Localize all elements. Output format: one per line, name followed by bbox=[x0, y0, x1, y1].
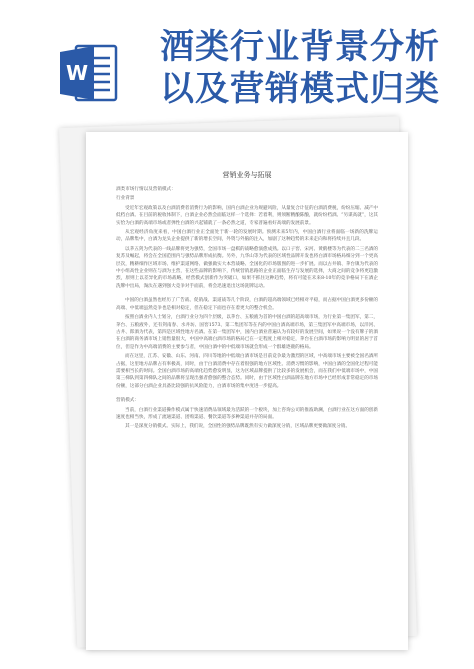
paragraph: 行业背景 bbox=[116, 196, 135, 202]
word-document-icon bbox=[58, 42, 120, 104]
paragraph: 以茅五剑为代表的一线品牌将更为强势，全国市场一盘棋的战略愈演愈成熟。以口子窖、宋河、黄鹤楼等为代表的二三名酒的复苏及崛起，将会在全国范围内与强势品牌形成抗衡。另外，九华山等为代表的区域性品牌开发也将白酒市场格局细分到一个更高层次，精耕细作区域市场、维护渠道网络、做强做实大本营战略、全国化的市场版图的进一步扩展。而以古井镇、茅台镇为代表的中小组高性企业则在与酒为主营，在这些品牌的影响下，传统营销思路的企业正面临生存与发展的选择，大商之间的竞争将更趋激烈，原则上以差异化的市场战略，经营模式创新作为突破口，如果不抓住这种趋势，将有可能在未来8-10年的竞争格局下在酒企洗牌中出局，淘汰在遇到强大竞争对手面前，将会迅速退出这场洗牌运动。 bbox=[116, 246, 378, 289]
document-title: 营销业务与拓展 bbox=[222, 171, 272, 179]
paragraph: 受近年宏观政策以及白酒消费者消费行为的影响，国内白酒企业为规避风险，从量复合计征的白酒消费税，纷纷压缩、减产中低档白酒。在目前的税收体制下，白酒企业必然会面临这样一个选择：若着利，则须断精酿陈酿，就纷纷档酒。“另谋高就”，这其实恰为白酒的高端市场或者弹性白酒的兴起铺就了一条必然之道，专家普遍看好高端的发展前景。 bbox=[116, 205, 378, 226]
paragraph: 而在这里，江苏、安徽、山东、河南、四川等地的中低端白酒市场是目前竞争最为激烈的区域，中高端市场主要被全国名酒所占据，这里地方品牌占有率极高，同时，由于白酒消费中存在着很强的地方区域性、消费习惯的影响，中国白酒的全国化过程可能需要相当长的时间。全国白酒市场的高端化趋势愈发明显，这为区域品牌提供了比较多的发展机会，而在我们中低端市场中，中国第三梯队到第四梯队之间的品牌将呈现出强者愈强的整合态势。同时，由于区域性白酒品牌在地方市场中已经形成非常稳定的市场份额，这部分白酒企业具备比较强的抗风险能力，白酒市场的集中度进一步提高。 bbox=[116, 354, 378, 389]
paragraph: 中国的白酒虽然也经历了广告战、促销战、渠道战等几个阶段，白酒的超高端领域已经相对平稳，而占据中国白酒更多份额的高端、中低端虽然竞争也是相对稳定，但在稳定下面也存在着更大的整合机会。 bbox=[116, 298, 378, 311]
headline bbox=[160, 26, 460, 110]
paragraph: 从宏观经济角度来看，中国白酒行业正全面处于新一轮的发展时期。预测未来5年内，中国白酒行业将面临一场新的洗牌运动，品牌集中，白酒为龙头企业提供了新的增长空间，外资与外脑的注入，加剧了这种趋势的未来走向和将持续并且几段。 bbox=[116, 230, 378, 243]
document-page bbox=[86, 132, 408, 650]
word-icon-letter: W bbox=[65, 61, 89, 85]
banner bbox=[0, 0, 474, 112]
headline-line-2: 以及营销模式归类 bbox=[160, 69, 440, 109]
paragraph: 其一是深度分销模式。实际上，我们说，全国性的强势品牌既然有实力做深度分销，区域品牌更要做深度分销。 bbox=[125, 424, 351, 430]
paragraph: 当前，白酒行业渠道操作模式属于快速消费品领域最为活跃的一个板块，加上咨询公司的推波助澜，白酒行业在这方面的创新速度也相当快，形成了流通渠道、团购渠道、餐饮渠道等多种渠道并存的局面。 bbox=[116, 407, 378, 420]
paragraph: 酒类市场行情以及营销模式： bbox=[116, 187, 176, 192]
document-body bbox=[116, 186, 378, 433]
paragraph: 营销模式： bbox=[116, 398, 139, 404]
paragraph: 按照白酒业内人士划分，白酒行业分为四个层级，以茅台、五粮液为首的中国白酒的超高端市场，为行业第一集团军，第二，茅台、五粮液外，还有剑南春、水井坊、国窖1573、第二集团军等在内的中国白酒高端市场，第三集团军中高端市场，以洋河、古井、郎酒为代表，第四是区域性地方名酒。在第一集团军中，国内白酒业普遍认为有较好的发展空间，如果说一个没有牌子的酒在白酒的商务酒市场上销售量很大，中国中高端白酒市场的格局已在一定程度上相对稳定，茅台在白酒市场的影响力明显的居于首位，但是作为中高端消费的主要参与者，中国白酒中的中低端市场就会形成一个群雄逐鹿的格局。 bbox=[116, 315, 378, 350]
headline-line-1: 酒类行业背景分析 bbox=[160, 27, 440, 67]
